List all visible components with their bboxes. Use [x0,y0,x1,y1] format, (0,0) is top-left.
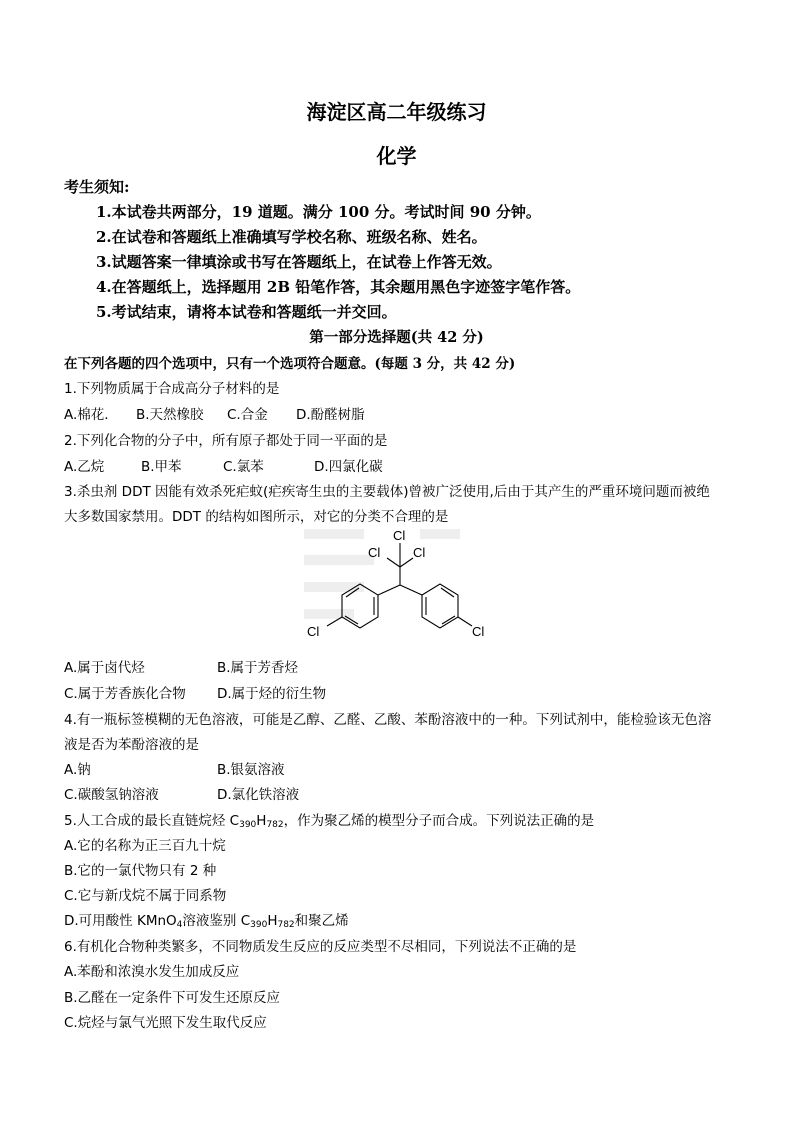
ddt-structure-diagram [290,525,510,650]
q4-option-d: D.氯化铁溶液 [217,787,300,803]
cl-top-label: Cl [393,528,406,543]
q4-option-a: A.钠 [64,762,91,778]
q2-option-b: B.甲苯 [141,459,182,475]
cl-ring-left-label: Cl [307,624,320,639]
benzene-ring-right [422,584,472,628]
q5-option-c: C.它与新戊烷不属于同系物 [64,888,227,904]
q3-option-c: C.属于芳香族化合物 [64,686,186,702]
q1-option-b: B.天然橡胶 [136,407,204,423]
q5-option-b: B.它的一氯代物只有 2 种 [64,863,217,879]
q6-stem: 6.有机化合物种类繁多，不同物质发生反应的反应类型不尽相同，下列说法不正确的是 [64,939,577,955]
notice-item: 3.试题答案一律填涂或书写在答题纸上，在试卷上作答无效。 [96,253,502,271]
q1-option-c: C.合金 [227,407,268,423]
notice-item: 2.在试卷和答题纸上准确填写学校名称、班级名称、姓名。 [96,228,487,246]
q3-option-b: B.属于芳香烃 [217,660,299,676]
notice-item: 1.本试卷共两部分，19 道题。满分 100 分。考试时间 90 分钟。 [96,203,541,221]
cl-right-label: Cl [413,545,426,560]
q2-stem: 2.下列化合物的分子中，所有原子都处于同一平面的是 [64,433,388,449]
notice-item: 4.在答题纸上，选择题用 2B 铅笔作答，其余题用黑色字迹签字笔作答。 [96,278,581,296]
q4-option-c: C.碳酸氢钠溶液 [64,787,159,803]
q1-option-a: A.棉花. [64,407,109,423]
q3-option-a: A.属于卤代烃 [64,660,145,676]
subject-title: 化学 [376,144,417,168]
q3-option-d: D.属于烃的衍生物 [217,686,327,702]
q2-option-d: D.四氯化碳 [314,459,383,475]
part1-title: 第一部分选择题(共 42 分) [309,329,484,346]
q4-stem-line2: 液是否为苯酚溶液的是 [64,737,199,753]
q5-option-d: D.可用酸性 KMnO$_4$溶液鉴别 $C_{390}H_{782}$和聚乙烯 [64,913,349,930]
page-title: 海淀区高二年级练习 [306,100,487,124]
q1-option-d: D.酚醛树脂 [296,407,365,423]
q6-option-b: B.乙醛在一定条件下可发生还原反应 [64,990,281,1006]
q1-stem: 1.下列物质属于合成高分子材料的是 [64,381,280,397]
q4-stem-line1: 4.有一瓶标签模糊的无色溶液，可能是乙醇、乙醛、乙酸、苯酚溶液中的一种。下列试剂中，能检验该无色溶 [64,712,712,728]
cl-ring-right-label: Cl [472,624,485,639]
cl-left-label: Cl [368,545,381,560]
q3-stem-line1: 3.杀虫剂 DDT 因能有效杀死疟蚊(疟疾寄生虫的主要载体)曾被广泛使用,后由于其产生的严重环境问题而被绝 [64,484,710,500]
q6-option-c: C.烷烃与氯气光照下发生取代反应 [64,1015,267,1031]
q6-option-a: A.苯酚和浓溴水发生加成反应 [64,964,240,980]
q4-option-b: B.银氨溶液 [217,762,285,778]
notice-item: 5.考试结束，请将本试卷和答题纸一并交回。 [96,303,397,321]
q5-stem: 5.人工合成的最长直链烷烃 $C_{390}H_{782}$，作为聚乙烯的模型分子而合成。下列说法正确的是 [64,813,595,830]
q5-option-a: A.它的名称为正三百九十烷 [64,838,226,854]
q3-stem-line2: 大多数国家禁用。DDT 的结构如图所示，对它的分类不合理的是 [64,509,449,525]
q2-option-c: C.氯苯 [223,459,264,475]
q2-option-a: A.乙烷 [64,459,105,475]
notice-heading: 考生须知: [64,178,130,196]
part1-instruction: 在下列各题的四个选项中，只有一个选项符合题意。(每题 3 分，共 42 分) [64,356,516,372]
